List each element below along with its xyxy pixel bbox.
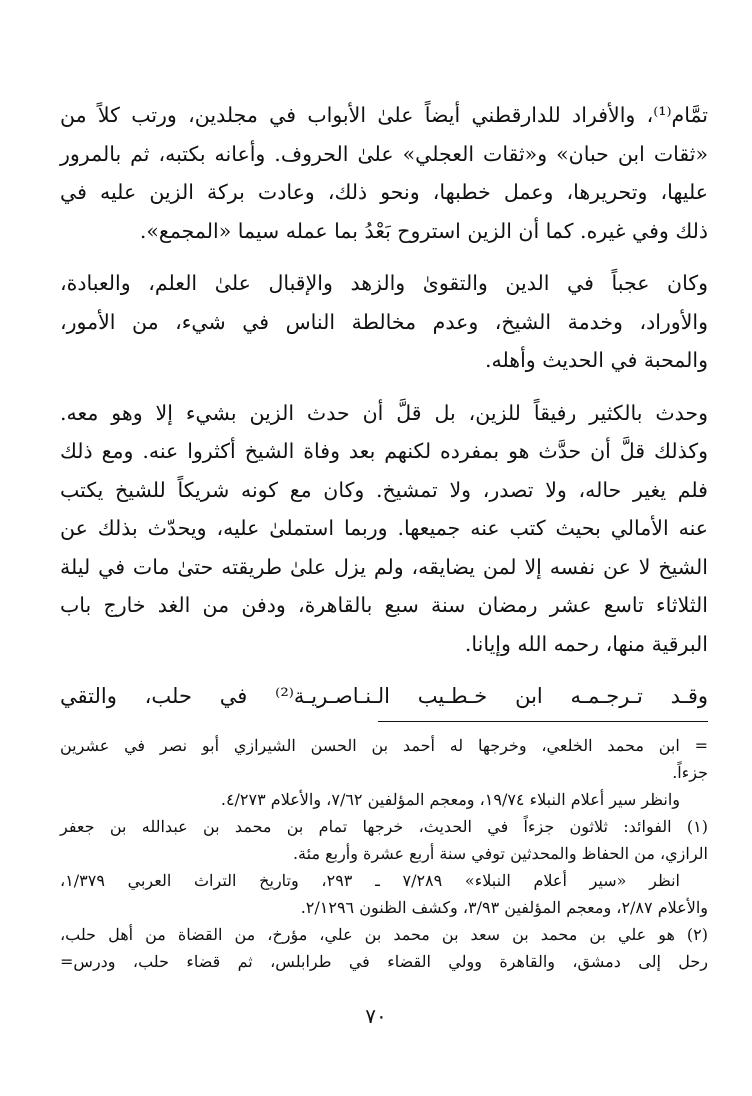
footnote-1-reference bbox=[60, 867, 708, 921]
text-line: «ثقات ابن حبان» و«ثقات العجلي» علىٰ الحروف. وأعانه بكتبه، ثم بالمرور bbox=[60, 141, 708, 166]
text-line: ذلك وفي غيره. كما أن الزين استروح بَعْدُ بما عمله سيما «المجمع». bbox=[139, 218, 708, 243]
text-line: والمحبة في الحديث وأهله. bbox=[484, 348, 708, 372]
footnote-line: (١) الفوائد: ثلاثون جزءاً في الحديث، خرجها تمام بن محمد بن عبدالله بن جعفر bbox=[60, 817, 708, 836]
footnote-reference bbox=[60, 786, 708, 813]
footnote-continuation bbox=[60, 732, 708, 786]
text-line: عنه الأمالي بحيث كتب عنه جميعها. وربما استملىٰ عليه، ويحدّث بذلك عن bbox=[60, 516, 708, 540]
paragraph-3 bbox=[60, 394, 708, 664]
footnote-2 bbox=[60, 921, 708, 975]
footnote-line: الرازي، من الحفاظ والمحدثين توفي سنة أربع عشرة وأربع مئة. bbox=[292, 844, 708, 863]
paragraph-2 bbox=[60, 264, 708, 380]
text-line: الثلاثاء تاسع عشر رمضان سنة سبع بالقاهرة، ودفن من الغد خارج باب bbox=[60, 593, 708, 617]
text-line: وكان عجباً في الدين والتقوىٰ والزهد والإقبال علىٰ العلم، والعبادة، bbox=[60, 271, 708, 295]
footnote-line: جزءاً. bbox=[672, 763, 708, 782]
continuing-line: وقـد تـرجـمـه ابن خـطـيب الـنـاصـريـة⁽²⁾ في حلب، والتقي bbox=[60, 684, 708, 708]
footnotes bbox=[60, 732, 708, 975]
footnote-divider bbox=[378, 721, 708, 722]
text-line: والأوراد، وخدمة الشيخ، وعدم مخالطة الناس في شيء، من الأمور، bbox=[60, 309, 708, 334]
text-line: تمَّام⁽¹⁾، والأفراد للدارقطني أيضاً علىٰ الأبواب في مجلدين، ورتب كلاً من bbox=[60, 103, 708, 127]
text-line: وكذلك قلَّ أن حدَّث هو بمفرده لكنهم بعد وفاة الشيخ أكثروا عنه. ومع ذلك bbox=[60, 439, 708, 463]
text-line: وحدث بالكثير رفيقاً للزين، بل قلَّ أن حدث الزين بشيء إلا وهو معه. bbox=[60, 400, 708, 425]
footnote-line: وانظر سير أعلام النبلاء ١٩/٧٤، ومعجم المؤلفين ٧/٦٢، والأعلام ٤/٢٧٣. bbox=[220, 790, 680, 809]
text-line: عليها، وتحريرها، وعمل خطبها، ونحو ذلك، وعادت بركة الزين عليه في bbox=[60, 180, 708, 204]
page-body bbox=[60, 96, 708, 979]
footnote-line: انظر «سير أعلام النبلاء» ٧/٢٨٩ ـ ٢٩٣، وتاريخ التراث العربي ١/٣٧٩، bbox=[60, 871, 681, 890]
text-line: الشيخ لا عن نفسه إلا لمن يضايقه، ولم يزل علىٰ طريقته حتىٰ مات في ليلة bbox=[60, 554, 708, 579]
text-line: فلم يغير حاله، ولا تصدر، ولا تمشيخ. وكان مع كونه شريكاً للشيخ يكتب bbox=[60, 477, 708, 502]
text-line: البرقية منها، رحمه الله وإيانا. bbox=[464, 631, 708, 656]
page-number: ٧٠ bbox=[365, 1004, 387, 1028]
paragraph-1 bbox=[60, 96, 708, 250]
footnote-line: رحل إلى دمشق، والقاهرة وولي القضاء في طرابلس، ثم قضاء حلب، ودرس= bbox=[60, 952, 708, 971]
footnote-line: والأعلام ٢/٨٧، ومعجم المؤلفين ٣/٩٣، وكشف الظنون ٢/١٢٩٦. bbox=[300, 898, 708, 917]
footnote-1 bbox=[60, 813, 708, 867]
footnote-line: = ابن محمد الخلعي، وخرجها له أحمد بن الحسن الشيرازي أبو نصر في عشرين bbox=[60, 736, 708, 755]
footnote-line: (٢) هو علي بن محمد بن سعد بن محمد بن علي، مؤرخ، من القضاة من أهل حلب، bbox=[60, 925, 708, 944]
